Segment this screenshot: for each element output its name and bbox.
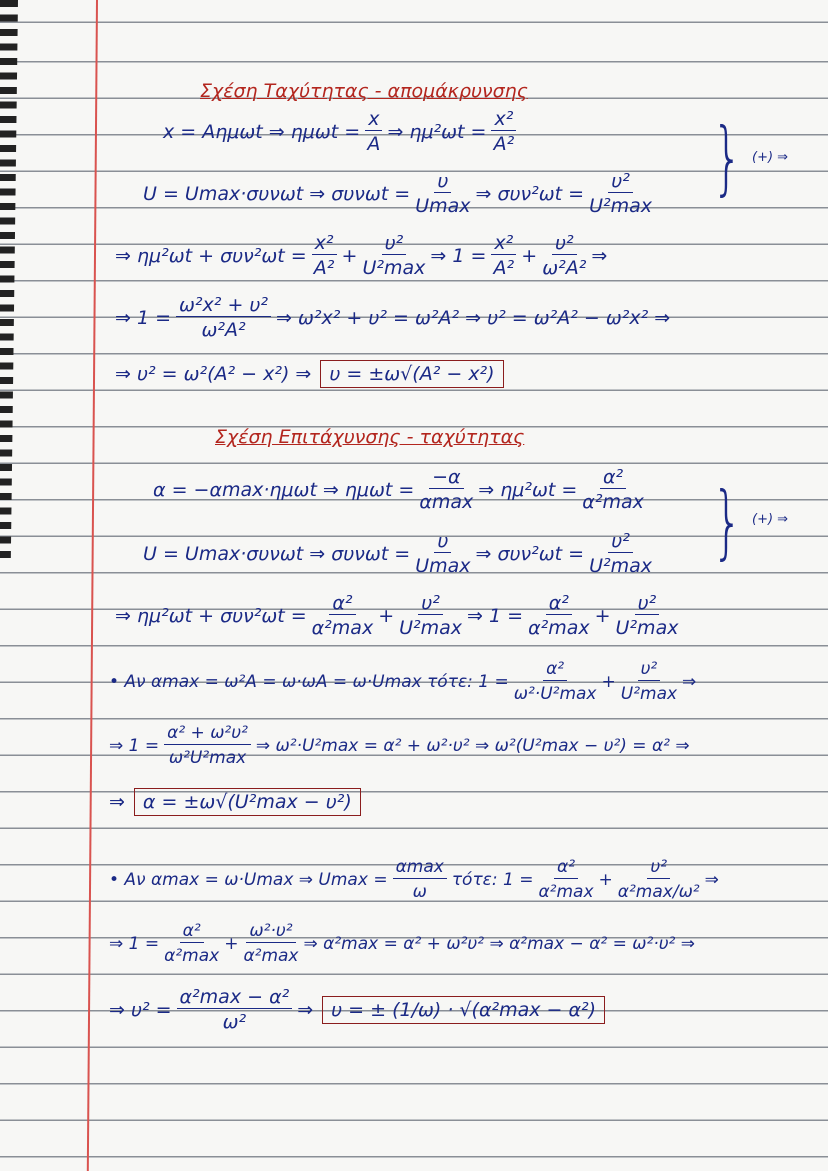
fraction — [589, 530, 652, 578]
equation-line — [106, 658, 699, 706]
fraction — [176, 294, 271, 342]
equation-text: ⇒ ημ²ωt + συν²ωt = — [115, 245, 307, 267]
fraction — [538, 856, 593, 904]
fraction-numerator: x² — [491, 108, 516, 131]
equation-text: ⇒ — [682, 672, 697, 692]
equation-text: ⇒ 1 = — [109, 934, 160, 954]
fraction-numerator: υ² — [418, 592, 443, 615]
equation-text: ⇒ συν²ωt = — [475, 543, 585, 565]
equation-text: ⇒ ημ²ωt + συν²ωt = — [115, 605, 307, 627]
fraction-numerator: ω²·υ² — [246, 920, 295, 943]
margin-line — [87, 0, 98, 1171]
fraction-denominator: U²max — [589, 555, 653, 577]
fraction — [491, 108, 516, 156]
equation-text: ⇒ υ² = — [109, 999, 172, 1021]
equation-text: ⇒ 1 = — [109, 736, 160, 756]
fraction — [177, 986, 293, 1034]
equation-text: + — [341, 245, 358, 267]
fraction-numerator: x² — [491, 232, 516, 255]
fraction — [582, 466, 644, 514]
fraction-denominator: A² — [313, 257, 335, 279]
equation-text: • Aν αmax = ω²A = ω·ωA = ω·Umax τότε: 1 = — [109, 672, 509, 692]
fraction-denominator: Umax — [415, 555, 471, 577]
brace: } — [712, 475, 743, 568]
equation-text: + — [224, 934, 239, 954]
fraction-denominator: A — [367, 133, 381, 155]
equation-text: ⇒ α²max = α² + ω²υ² ⇒ α²max − α² = ω²·υ² ⇒ — [303, 934, 696, 954]
brace: } — [712, 111, 743, 204]
fraction-numerator: υ² — [608, 170, 633, 193]
equation-line — [150, 466, 646, 514]
equation-line — [160, 108, 518, 156]
fraction-numerator: α² — [554, 856, 578, 879]
spiral-binding — [0, 0, 18, 560]
fraction — [528, 592, 590, 640]
boxed-result: υ = ± (1/ω) · √(α²max − α²) — [322, 996, 605, 1024]
fraction — [542, 232, 586, 280]
fraction-numerator: α² + ω²υ² — [164, 722, 251, 745]
fraction-numerator: α² — [600, 466, 626, 489]
fraction-numerator: −α — [429, 466, 463, 489]
fraction-denominator: A² — [493, 257, 515, 279]
fraction — [491, 232, 516, 280]
brace-note: (+) ⇒ — [752, 512, 789, 527]
equation-line — [106, 920, 698, 968]
section1-title: Σχέση Ταχύτητας - απομάκρυνσης — [200, 80, 528, 102]
fraction-denominator: U²max — [399, 617, 463, 639]
equation-text: ⇒ ημ²ωt = — [478, 479, 578, 501]
fraction-denominator: ω²A² — [542, 257, 587, 279]
fraction — [399, 592, 462, 640]
equation-text: ⇒ — [591, 245, 608, 267]
fraction — [415, 530, 470, 578]
equation-text: + — [598, 870, 613, 890]
equation-line — [112, 592, 680, 640]
fraction-denominator: Umax — [415, 195, 471, 217]
fraction-numerator: α² — [543, 658, 567, 681]
equation-text: α = −αmax·ημωt ⇒ ημωt = — [153, 479, 415, 501]
fraction — [616, 592, 679, 640]
fraction — [419, 466, 473, 514]
fraction-denominator: αmax — [419, 491, 474, 513]
equation-text: + — [601, 672, 616, 692]
fraction — [312, 232, 337, 280]
equation-line — [106, 856, 722, 904]
fraction-denominator: α²max — [311, 617, 374, 639]
fraction-numerator: α² — [329, 592, 355, 615]
equation-text: • Aν αmax = ω·Umax ⇒ Umax = — [109, 870, 388, 890]
fraction-numerator: υ² — [608, 530, 633, 553]
equation-text: ⇒ υ² = ω²(A² − x²) ⇒ — [115, 363, 312, 385]
fraction-denominator: U²max — [362, 257, 426, 279]
fraction — [393, 856, 447, 904]
fraction — [243, 920, 298, 968]
fraction-numerator: υ² — [552, 232, 577, 255]
equation-text: ⇒ — [297, 999, 314, 1021]
equation-text: ⇒ — [704, 870, 719, 890]
fraction — [415, 170, 470, 218]
fraction-denominator: α²max — [243, 946, 299, 966]
fraction — [589, 170, 652, 218]
fraction-numerator: x — [365, 108, 382, 131]
equation-text: U = Umax·συνωt ⇒ συνωt = — [143, 183, 411, 205]
fraction-numerator: α²max − α² — [177, 986, 293, 1009]
equation-text: U = Umax·συνωt ⇒ συνωt = — [143, 543, 411, 565]
fraction-denominator: ω²U²max — [168, 748, 247, 768]
fraction — [362, 232, 425, 280]
equation-text: + — [378, 605, 395, 627]
fraction-denominator: α²max — [582, 491, 644, 513]
fraction-denominator: α²max/ω² — [617, 882, 700, 902]
brace-note: (+) ⇒ — [752, 150, 789, 165]
equation-text: + — [594, 605, 611, 627]
fraction-denominator: ω² — [222, 1011, 247, 1033]
fraction-numerator: αmax — [393, 856, 447, 879]
boxed-result: υ = ±ω√(A² − x²) — [320, 360, 503, 388]
fraction-denominator: α²max — [164, 946, 220, 966]
fraction-denominator: α²max — [538, 882, 594, 902]
fraction-numerator: υ² — [635, 592, 660, 615]
fraction-denominator: U²max — [589, 195, 653, 217]
section2-title: Σχέση Επιτάχυνσης - ταχύτητας — [215, 426, 525, 448]
equation-text: ⇒ ημ²ωt = — [387, 121, 487, 143]
fraction-numerator: α² — [180, 920, 204, 943]
equation-line — [140, 170, 654, 218]
equation-text: + — [521, 245, 538, 267]
fraction-numerator: ω²x² + υ² — [176, 294, 271, 317]
fraction-denominator: A² — [493, 133, 515, 155]
equation-line — [106, 722, 693, 770]
fraction-numerator: υ — [434, 170, 451, 193]
equation-text: ⇒ ω²·U²max = α² + ω²·υ² ⇒ ω²(U²max − υ²) = α² ⇒ — [255, 736, 690, 756]
fraction-numerator: υ — [434, 530, 451, 553]
equation-text: ⇒ ω²x² + υ² = ω²A² ⇒ υ² = ω²A² − ω²x² ⇒ — [276, 307, 671, 329]
equation-line — [106, 788, 361, 816]
equation-line — [140, 530, 654, 578]
fraction — [618, 856, 700, 904]
fraction — [621, 658, 677, 706]
equation-line — [106, 986, 605, 1034]
fraction — [514, 658, 597, 706]
fraction-numerator: υ² — [638, 658, 661, 681]
equation-text: ⇒ 1 = — [115, 307, 172, 329]
fraction-denominator: ω²·U²max — [513, 684, 597, 704]
fraction — [164, 920, 219, 968]
fraction-denominator: U²max — [615, 617, 679, 639]
fraction-denominator: α²max — [528, 617, 590, 639]
equation-text: x = Aημωt ⇒ ημωt = — [163, 121, 361, 143]
equation-line — [112, 360, 504, 388]
equation-line — [112, 232, 610, 280]
equation-line — [112, 294, 673, 342]
fraction-numerator: x² — [312, 232, 337, 255]
equation-text: τότε: 1 = — [451, 870, 534, 890]
fraction-denominator: ω²A² — [201, 319, 246, 341]
equation-text: ⇒ συν²ωt = — [475, 183, 585, 205]
fraction-numerator: α² — [546, 592, 572, 615]
fraction — [312, 592, 374, 640]
fraction — [365, 108, 382, 156]
fraction-denominator: U²max — [620, 684, 678, 704]
equation-text: ⇒ — [109, 791, 125, 813]
boxed-result: α = ±ω√(U²max − υ²) — [134, 788, 361, 816]
fraction-numerator: υ² — [382, 232, 407, 255]
equation-text: ⇒ 1 = — [430, 245, 487, 267]
fraction — [164, 722, 251, 770]
fraction-numerator: υ² — [647, 856, 670, 879]
equation-text: ⇒ 1 = — [467, 605, 524, 627]
fraction-denominator: ω — [412, 882, 427, 902]
